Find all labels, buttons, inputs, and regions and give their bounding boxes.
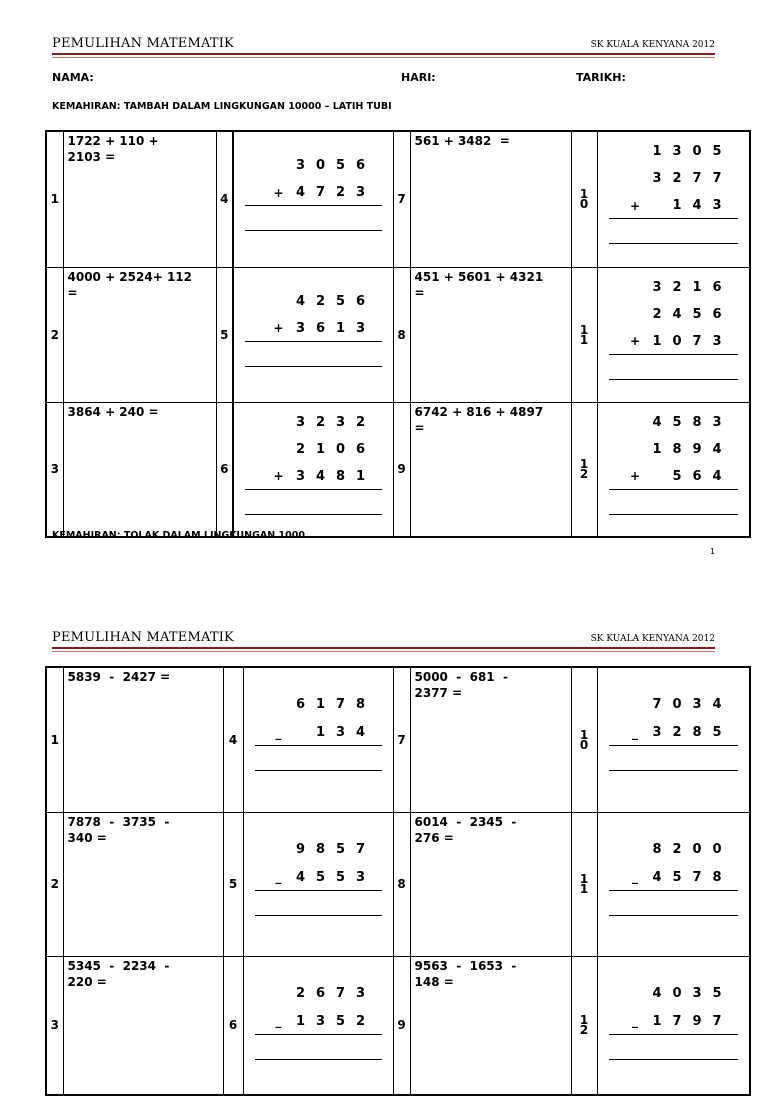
vertical-question [233, 267, 393, 402]
digit: 5 [335, 841, 346, 857]
digit: 6 [692, 468, 702, 484]
vertical-sum [234, 132, 393, 265]
digit: 6 [355, 158, 366, 173]
digit-row [267, 986, 371, 1001]
digit-row [623, 307, 727, 322]
page-title: PEMULIHAN MATEMATIK [52, 36, 234, 51]
digit: 9 [692, 1013, 702, 1029]
digit-row [267, 697, 371, 712]
digit: 3 [355, 320, 366, 336]
question-number: 8 [393, 267, 410, 402]
digit: 3 [335, 725, 346, 740]
minus-sign: _ [632, 870, 638, 884]
digit-row [267, 842, 371, 857]
minus-sign: _ [275, 870, 282, 884]
digit: 1 [315, 441, 326, 457]
digit: 0 [712, 841, 722, 857]
digit: 4 [712, 697, 722, 712]
digit: 3 [692, 985, 702, 1001]
digit: 0 [672, 333, 682, 349]
horizontal-question: 4000 + 2524+ 112 = [63, 267, 216, 402]
digit-row [623, 725, 727, 740]
answer-line-top [255, 890, 382, 891]
digit: 5 [672, 468, 682, 484]
digit: 8 [652, 841, 662, 857]
digit: 4 [712, 441, 722, 457]
vertical-question [597, 667, 750, 812]
answer-line-top [609, 354, 739, 355]
answer-line-bottom [609, 243, 739, 244]
vertical-question [243, 667, 393, 812]
answer-line-bottom [255, 915, 382, 916]
digit: 7 [712, 1013, 722, 1029]
digit: 6 [355, 293, 366, 309]
vertical-sum [244, 668, 393, 810]
vertical-sum [234, 403, 393, 535]
digit-row [623, 469, 727, 484]
digit: 6 [355, 441, 366, 457]
digit: 0 [315, 158, 326, 173]
digit: 6 [315, 320, 326, 336]
question-number: 1 1 [571, 267, 597, 402]
digit: 2 [672, 279, 682, 295]
digit: 1 [652, 1013, 662, 1029]
question-number: 9 [393, 956, 410, 1095]
digit-row [623, 870, 727, 885]
digit: 5 [712, 985, 722, 1001]
digit: 6 [712, 279, 722, 295]
digit: 6 [712, 306, 722, 322]
answer-line-top [609, 890, 739, 891]
minus-sign: _ [632, 1014, 638, 1028]
digit-row [623, 842, 727, 857]
answer-line-top [609, 218, 739, 219]
digit: 3 [652, 725, 662, 740]
digit: 7 [692, 333, 702, 349]
header-rule [52, 53, 715, 55]
plus-sign: + [629, 198, 641, 213]
horizontal-question: 5000 - 681 - 2377 = [410, 667, 571, 812]
digit: 3 [712, 198, 722, 213]
digit: 7 [712, 171, 722, 186]
digit: 8 [692, 725, 702, 740]
digit: 8 [315, 841, 326, 857]
digit: 4 [355, 725, 366, 740]
plus-sign: + [629, 334, 641, 348]
question-number: 1 1 [571, 812, 597, 956]
minus-sign: _ [275, 725, 282, 740]
digit-row [267, 185, 371, 200]
question-number: 1 0 [571, 667, 597, 812]
answer-line-bottom [609, 915, 739, 916]
digit: 5 [672, 869, 682, 885]
plus-sign: + [273, 185, 284, 200]
vertical-question [597, 956, 750, 1095]
digit: 5 [335, 869, 346, 885]
digit: 4 [295, 185, 306, 200]
answer-line-bottom [245, 514, 382, 515]
vertical-sum [598, 268, 750, 402]
digit: 3 [295, 468, 306, 484]
digit-row [623, 1014, 727, 1029]
horizontal-question: 5345 - 2234 - 220 = [63, 956, 223, 1095]
digit: 3 [652, 171, 662, 186]
digit: 1 [295, 1013, 306, 1029]
question-number: 4 [216, 131, 233, 267]
digit: 8 [712, 869, 722, 885]
digit: 5 [335, 293, 346, 309]
digit: 2 [355, 414, 366, 430]
question-number: 1 0 [571, 131, 597, 267]
digit-row [267, 442, 371, 457]
digit: 8 [692, 414, 702, 430]
header-rule-thin [52, 651, 715, 652]
digit: 3 [712, 414, 722, 430]
digit: 3 [295, 158, 306, 173]
digit-row [623, 697, 727, 712]
vertical-sum [598, 403, 750, 537]
digit: 2 [315, 414, 326, 430]
answer-line-bottom [609, 514, 739, 515]
digit-row [267, 158, 371, 173]
question-number: 4 [223, 667, 243, 812]
digit-row [267, 1014, 371, 1029]
answer-line-bottom [255, 1059, 382, 1060]
horizontal-question: 5839 - 2427 = [63, 667, 223, 812]
digit: 2 [652, 306, 662, 322]
digit: 5 [712, 144, 722, 159]
vertical-sum [598, 132, 750, 267]
digit: 3 [652, 279, 662, 295]
digit-row [623, 986, 727, 1001]
skill-add-heading: KEMAHIRAN: TAMBAH DALAM LINGKUNGAN 10000 – LATIH TUBI [52, 101, 392, 112]
question-number: 6 [216, 402, 233, 537]
question-number: 8 [393, 812, 410, 956]
vertical-question [597, 402, 750, 537]
digit: 3 [295, 320, 306, 336]
question-number: 5 [223, 812, 243, 956]
subtraction-table [45, 666, 751, 1096]
digit: 0 [692, 841, 702, 857]
digit: 2 [295, 441, 306, 457]
digit: 7 [692, 869, 702, 885]
digit: 4 [315, 468, 326, 484]
vertical-sum [244, 957, 393, 1093]
question-number: 1 2 [571, 402, 597, 537]
digit: 7 [335, 985, 346, 1001]
answer-line-top [245, 205, 382, 206]
digit: 2 [315, 293, 326, 309]
school-name: SK KUALA KENYANA 2012 [590, 634, 715, 644]
answer-line-top [245, 489, 382, 490]
digit: 1 [335, 320, 346, 336]
vertical-question [243, 956, 393, 1095]
header-rule-thin [52, 57, 715, 58]
answer-line-top [255, 1034, 382, 1035]
answer-line-bottom [609, 379, 739, 380]
digit: 5 [692, 306, 702, 322]
vertical-question [243, 812, 393, 956]
digit-row [623, 442, 727, 457]
minus-sign: _ [632, 725, 638, 740]
digit: 3 [315, 1013, 326, 1029]
digit: 3 [335, 414, 346, 430]
digit: 4 [652, 869, 662, 885]
digit: 3 [355, 985, 366, 1001]
question-number: 1 [46, 667, 63, 812]
digit: 8 [355, 697, 366, 712]
digit: 6 [315, 985, 326, 1001]
digit: 4 [295, 293, 306, 309]
digit: 3 [692, 697, 702, 712]
question-number: 9 [393, 402, 410, 537]
digit: 0 [692, 144, 702, 159]
answer-line-top [255, 745, 382, 746]
digit-row [623, 171, 727, 186]
digit-row [267, 321, 371, 336]
digit: 2 [335, 185, 346, 200]
question-number: 2 [46, 267, 63, 402]
digit: 7 [355, 841, 366, 857]
digit: 4 [295, 869, 306, 885]
digit-row [623, 198, 727, 213]
digit: 1 [672, 198, 682, 213]
digit: 1 [652, 333, 662, 349]
question-number: 1 [46, 131, 63, 267]
page-number: 1 [710, 547, 716, 556]
digit: 9 [692, 441, 702, 457]
digit-row [623, 280, 727, 295]
vertical-sum [598, 957, 750, 1095]
digit-row [267, 725, 371, 740]
digit: 8 [672, 441, 682, 457]
vertical-sum [598, 668, 750, 812]
digit: 2 [295, 985, 306, 1001]
digit: 2 [355, 1013, 366, 1029]
header-rule [52, 647, 715, 649]
digit: 2 [672, 171, 682, 186]
plus-sign: + [273, 469, 284, 483]
digit: 0 [335, 441, 346, 457]
digit: 3 [355, 869, 366, 885]
digit: 1 [355, 468, 366, 484]
horizontal-question: 6742 + 816 + 4897 = [410, 402, 571, 537]
vertical-question [597, 131, 750, 267]
question-number: 7 [393, 131, 410, 267]
digit: 4 [692, 198, 702, 213]
question-number: 7 [393, 667, 410, 812]
digit: 1 [315, 725, 326, 740]
horizontal-question: 3864 + 240 = [63, 402, 216, 537]
digit: 1 [692, 279, 702, 295]
school-name: SK KUALA KENYANA 2012 [590, 40, 715, 50]
minus-sign: _ [275, 1014, 282, 1028]
digit-row [267, 294, 371, 309]
answer-line-top [609, 745, 739, 746]
plus-sign: + [629, 469, 641, 483]
addition-table [45, 130, 751, 538]
digit: 7 [652, 697, 662, 712]
digit: 7 [335, 697, 346, 712]
answer-line-bottom [255, 770, 382, 771]
skill-sub-heading: KEMAHIRAN: TOLAK DALAM LINGKUNGAN 1000 [52, 530, 305, 541]
answer-line-top [609, 1034, 739, 1035]
answer-line-bottom [609, 1059, 739, 1060]
horizontal-question: 6014 - 2345 - 276 = [410, 812, 571, 956]
horizontal-question: 1722 + 110 + 2103 = [63, 131, 216, 267]
nama-label: NAMA: [52, 71, 94, 84]
question-number: 3 [46, 956, 63, 1095]
question-number: 5 [216, 267, 233, 402]
question-number: 6 [223, 956, 243, 1095]
digit-row [267, 870, 371, 885]
digit-row [267, 415, 371, 430]
digit: 4 [652, 985, 662, 1001]
vertical-question [597, 267, 750, 402]
digit: 5 [335, 158, 346, 173]
digit: 5 [335, 1013, 346, 1029]
digit: 3 [355, 185, 366, 200]
digit: 5 [315, 869, 326, 885]
hari-label: HARI: [401, 71, 436, 84]
digit-row [623, 144, 727, 159]
digit: 5 [672, 414, 682, 430]
digit: 7 [672, 1013, 682, 1029]
vertical-question [233, 131, 393, 267]
digit: 6 [295, 697, 306, 712]
question-number: 2 [46, 812, 63, 956]
digit: 0 [672, 697, 682, 712]
digit-row [267, 469, 371, 484]
plus-sign: + [273, 321, 284, 335]
digit: 3 [672, 144, 682, 159]
digit: 0 [672, 985, 682, 1001]
digit-row [623, 415, 727, 430]
digit: 1 [652, 441, 662, 457]
digit: 7 [315, 185, 326, 200]
digit-row [623, 334, 727, 349]
digit: 4 [672, 306, 682, 322]
horizontal-question: 561 + 3482 = [410, 131, 571, 267]
question-number: 3 [46, 402, 63, 537]
page-title: PEMULIHAN MATEMATIK [52, 630, 234, 645]
answer-line-bottom [245, 366, 382, 367]
digit: 1 [652, 144, 662, 159]
vertical-question [597, 812, 750, 956]
answer-line-bottom [609, 770, 739, 771]
vertical-sum [598, 813, 750, 956]
digit: 9 [295, 841, 306, 857]
vertical-sum [234, 268, 393, 401]
answer-line-top [609, 489, 739, 490]
digit: 7 [692, 171, 702, 186]
digit: 4 [712, 468, 722, 484]
horizontal-question: 7878 - 3735 - 340 = [63, 812, 223, 956]
answer-line-top [245, 341, 382, 342]
digit: 2 [672, 725, 682, 740]
answer-line-bottom [245, 230, 382, 231]
digit: 2 [672, 841, 682, 857]
horizontal-question: 9563 - 1653 - 148 = [410, 956, 571, 1095]
horizontal-question: 451 + 5601 + 4321 = [410, 267, 571, 402]
digit: 5 [712, 725, 722, 740]
digit: 3 [295, 414, 306, 430]
digit: 4 [652, 414, 662, 430]
digit: 8 [335, 468, 346, 484]
question-number: 1 2 [571, 956, 597, 1095]
digit: 1 [315, 697, 326, 712]
vertical-question [233, 402, 393, 537]
vertical-sum [244, 813, 393, 955]
tarikh-label: TARIKH: [576, 71, 626, 84]
digit: 3 [712, 333, 722, 349]
